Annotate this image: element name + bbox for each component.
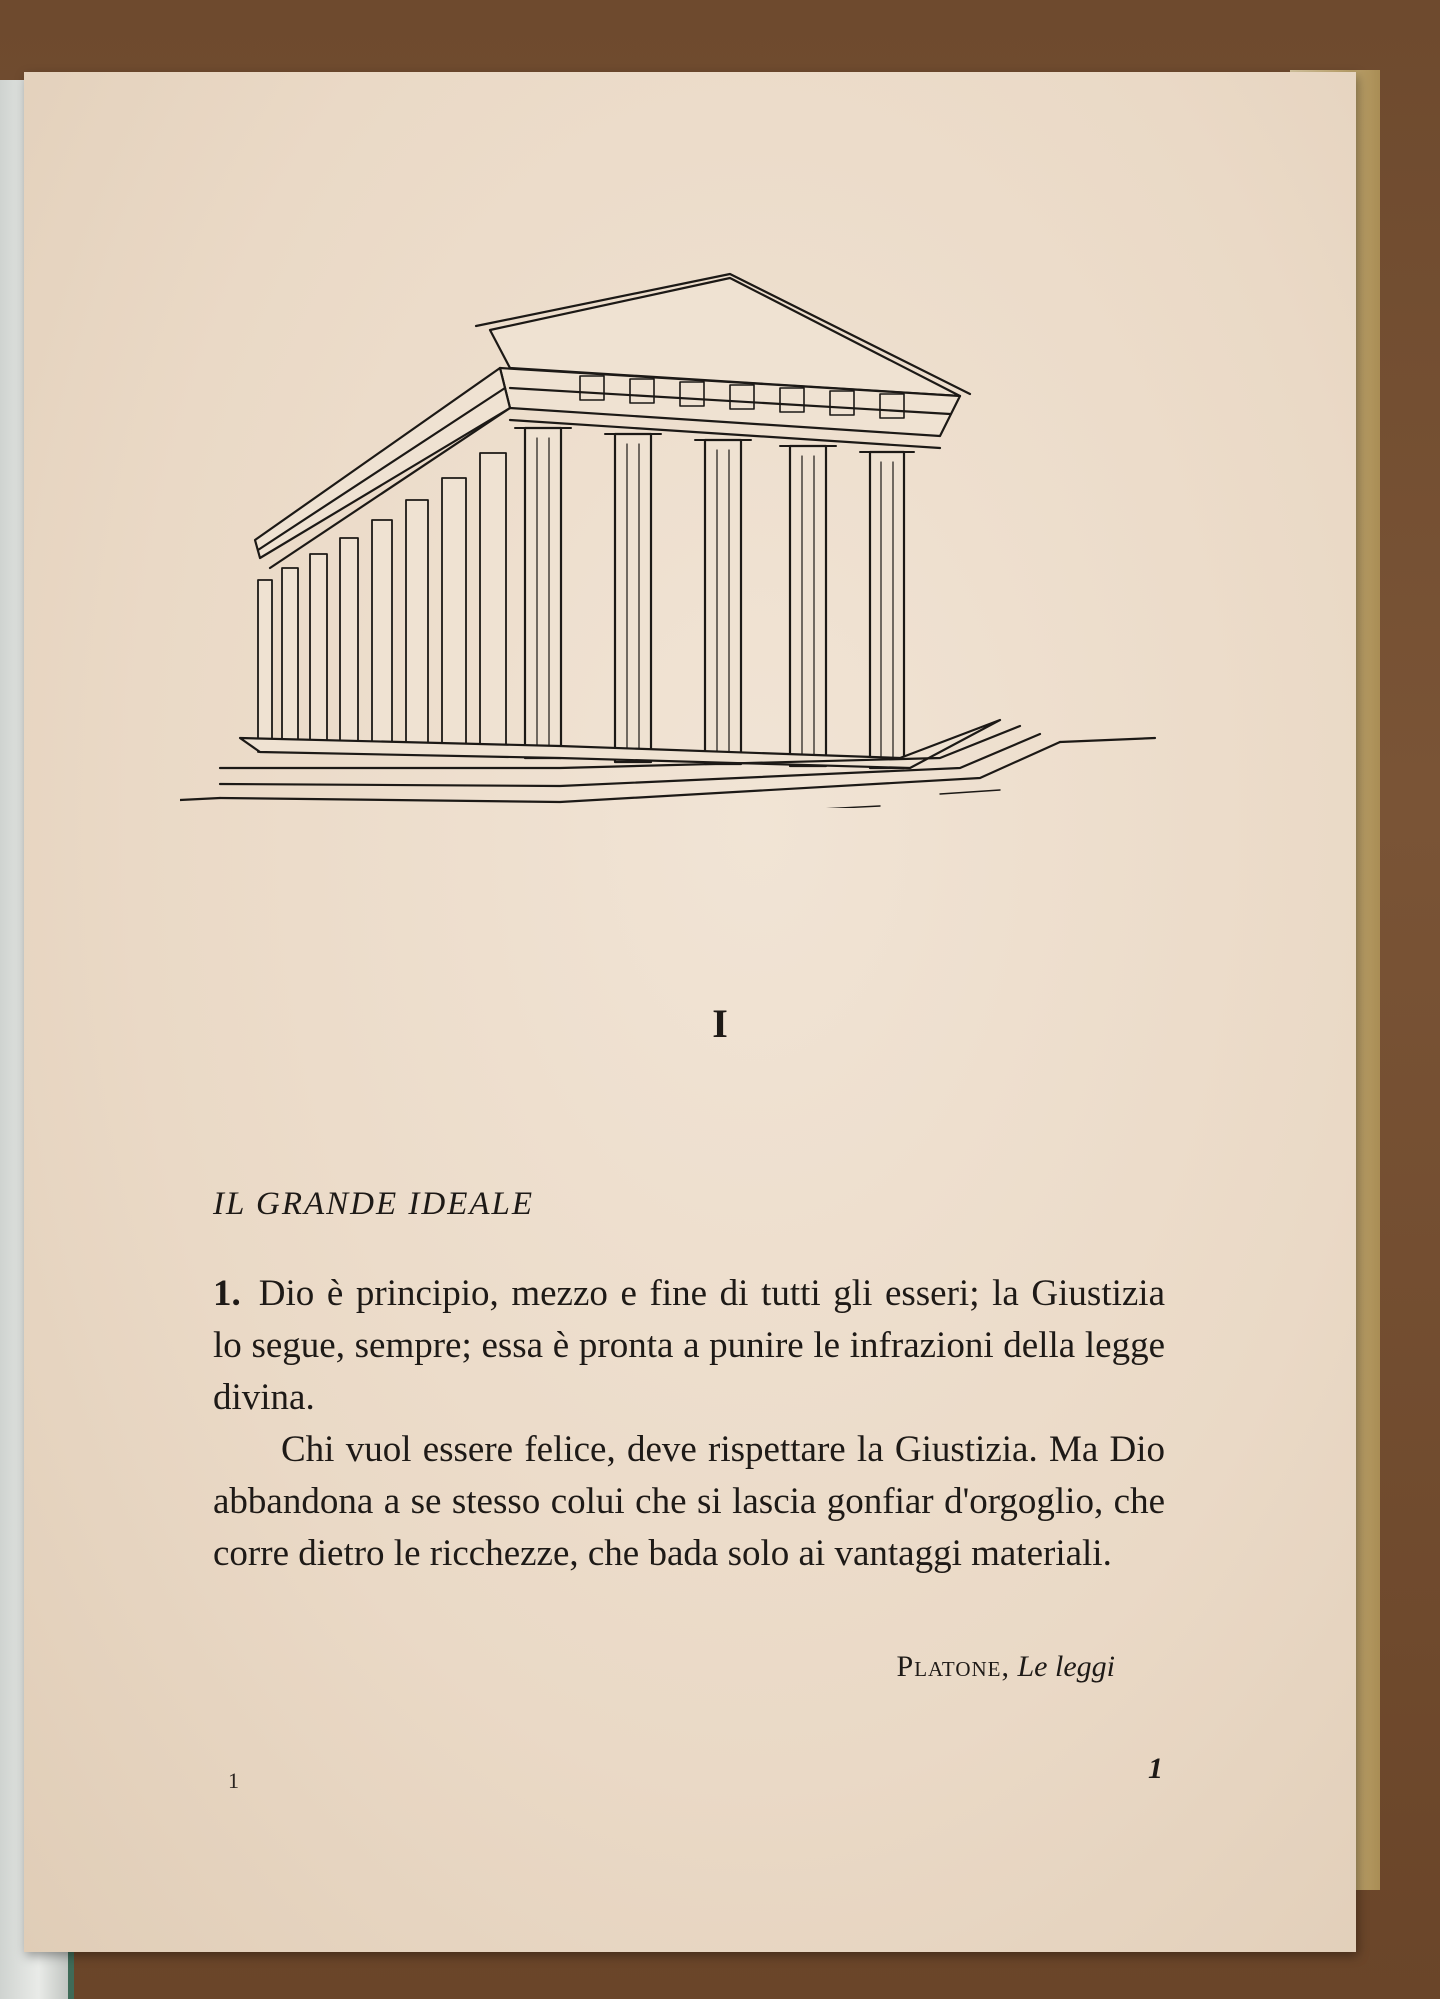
chapter-numeral: I: [712, 1001, 728, 1046]
citation-author: Platone,: [896, 1650, 1010, 1683]
citation: [0, 1650, 1115, 1684]
passage-number: 1.: [213, 1273, 241, 1314]
paragraph-1: 1. Dio è principio, mezzo e fine di tutti gli esseri; la Giustizia lo segue, sempre; essa è pronta a punire le infrazioni della legge divina.: [213, 1273, 1165, 1418]
section-heading: IL GRANDE IDEALE: [213, 1186, 535, 1222]
greek-temple-illustration: [180, 268, 1160, 808]
citation-work: Le leggi: [1017, 1650, 1115, 1683]
passage-text: [213, 1268, 1165, 1580]
page-number: 1: [1148, 1752, 1163, 1785]
signature-mark: 1: [228, 1768, 239, 1793]
paragraph-2: Chi vuol essere felice, deve rispettare la Giustizia. Ma Dio abbandona a se stesso colui che si lascia gonfiar d'orgoglio, che corre dietro le ricchezze, che bada solo ai vantaggi materiali.: [213, 1429, 1165, 1574]
